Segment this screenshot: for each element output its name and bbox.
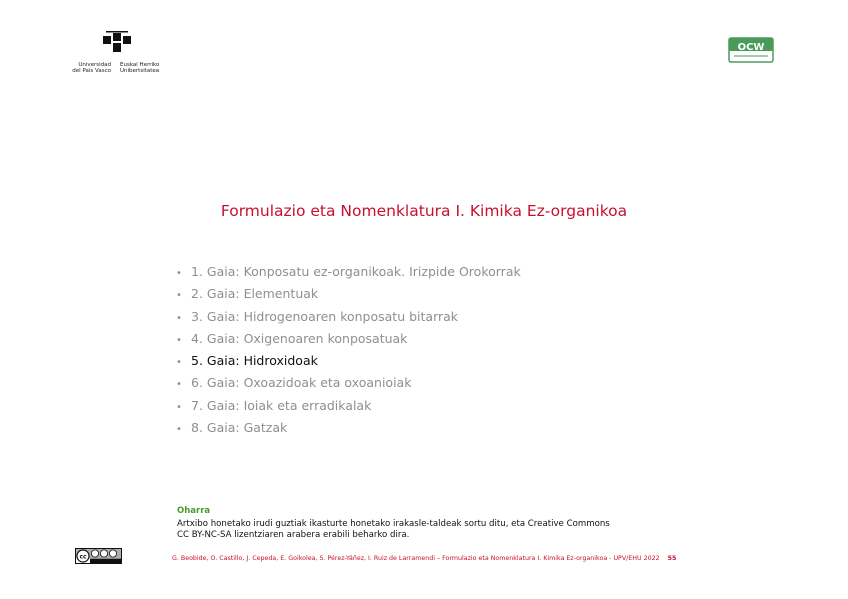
note-line: CC BY-NC-SA lizentziaren arabera erabili beharko dira. bbox=[177, 530, 410, 540]
bullet-icon: • bbox=[176, 334, 182, 346]
bullet-icon: • bbox=[176, 290, 182, 302]
svg-text:cc: cc bbox=[79, 553, 87, 561]
topic-label: 5. Gaia: Hidroxidoak bbox=[191, 353, 318, 369]
university-emblem-icon bbox=[100, 31, 134, 53]
page-number: 55 bbox=[667, 555, 677, 562]
page-title: Formulazio eta Nomenklatura I. Kimika Ez-organikoa bbox=[220, 202, 628, 220]
topic-label: 4. Gaia: Oxigenoaren konposatuak bbox=[191, 330, 408, 346]
bullet-icon: • bbox=[176, 357, 182, 369]
list-item bbox=[176, 418, 521, 440]
university-name-eu: Euskal Herriko Unibertsitatea bbox=[120, 62, 160, 74]
university-logo bbox=[62, 31, 168, 77]
note-title: Oharra bbox=[177, 506, 211, 516]
list-item bbox=[176, 284, 521, 306]
list-item bbox=[176, 329, 521, 351]
list-item-current bbox=[176, 351, 521, 373]
topic-label: 6. Gaia: Oxoazidoak eta oxoanioiak bbox=[191, 375, 412, 391]
note-body bbox=[177, 519, 697, 541]
bullet-icon: • bbox=[176, 379, 182, 391]
list-item bbox=[176, 262, 521, 284]
list-item bbox=[176, 307, 521, 329]
ocw-logo-text: OCW bbox=[737, 42, 765, 53]
bullet-icon: • bbox=[176, 268, 182, 279]
footer bbox=[172, 555, 676, 562]
cc-license-badge-icon bbox=[75, 548, 122, 564]
footer-credits: G. Beobide, O. Castillo, J. Cepeda, E. Goikolea, S. Pérez-Yáñez, I. Ruiz de Larramendi – Formulazio eta Nomenklatura I. Kimika Ez-organikoa - UPV/EHU 2022 bbox=[172, 555, 660, 562]
university-name-es: Universidad del País Vasco bbox=[72, 62, 111, 74]
list-item bbox=[176, 373, 521, 395]
note-line: Artxibo honetako irudi guztiak ikasturte honetako irakasle-taldeak sortu ditu, eta Creative Commons bbox=[177, 519, 610, 529]
topic-label: 1. Gaia: Konposatu ez-organikoak. Irizpide Orokorrak bbox=[191, 264, 521, 279]
topic-label: 2. Gaia: Elementuak bbox=[191, 286, 319, 302]
list-item bbox=[176, 396, 521, 418]
topic-label: 3. Gaia: Hidrogenoaren konposatu bitarrak bbox=[191, 308, 459, 324]
bullet-icon: • bbox=[176, 424, 182, 436]
topic-label: 7. Gaia: Ioiak eta erradikalak bbox=[191, 397, 372, 413]
topic-label: 8. Gaia: Gatzak bbox=[191, 420, 288, 436]
ocw-logo-icon bbox=[728, 37, 774, 63]
bullet-icon: • bbox=[176, 312, 182, 324]
topic-list bbox=[176, 262, 521, 440]
bullet-icon: • bbox=[176, 401, 182, 413]
